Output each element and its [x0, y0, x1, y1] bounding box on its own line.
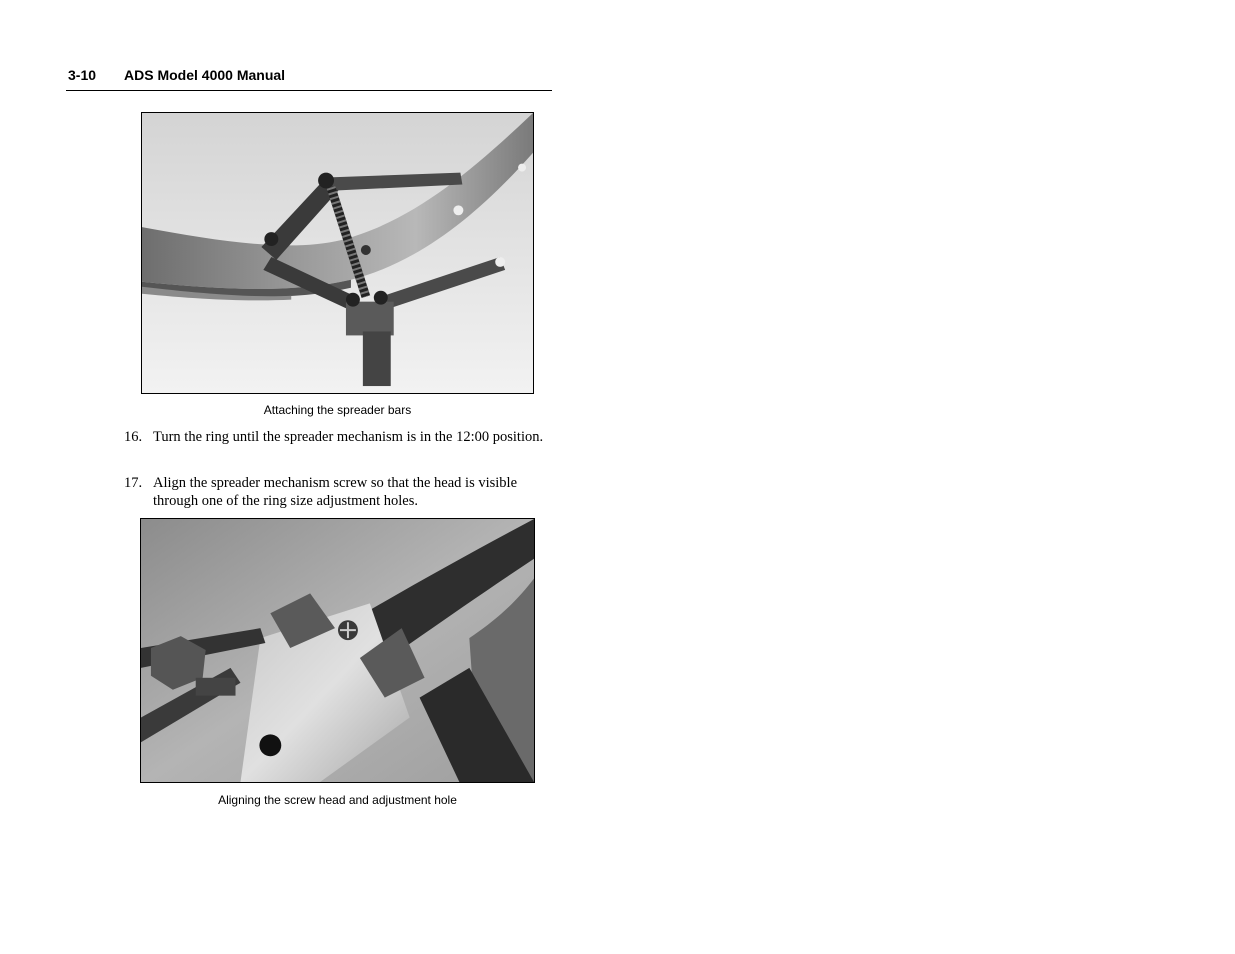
- step-number: 16.: [124, 429, 143, 445]
- instruction-step: [124, 474, 554, 510]
- page-header: [68, 66, 552, 84]
- figure-screw-alignment-photo: [140, 518, 535, 783]
- figure-spreader-bars-photo: [141, 112, 534, 394]
- document-title: ADS Model 4000 Manual: [124, 67, 286, 83]
- page-number: 3-10: [68, 67, 97, 83]
- instruction-step: [124, 428, 554, 446]
- figure-caption: Aligning the screw head and adjustment hole: [218, 793, 457, 807]
- step-text: Turn the ring until the spreader mechanism is in the 12:00 position.: [153, 429, 544, 445]
- step-text: Align the spreader mechanism screw so that the head is visible through one of the ring size adjustment holes.: [153, 475, 518, 509]
- header-rule: [66, 90, 552, 91]
- step-number: 17.: [124, 475, 143, 491]
- figure-caption: Attaching the spreader bars: [263, 403, 412, 417]
